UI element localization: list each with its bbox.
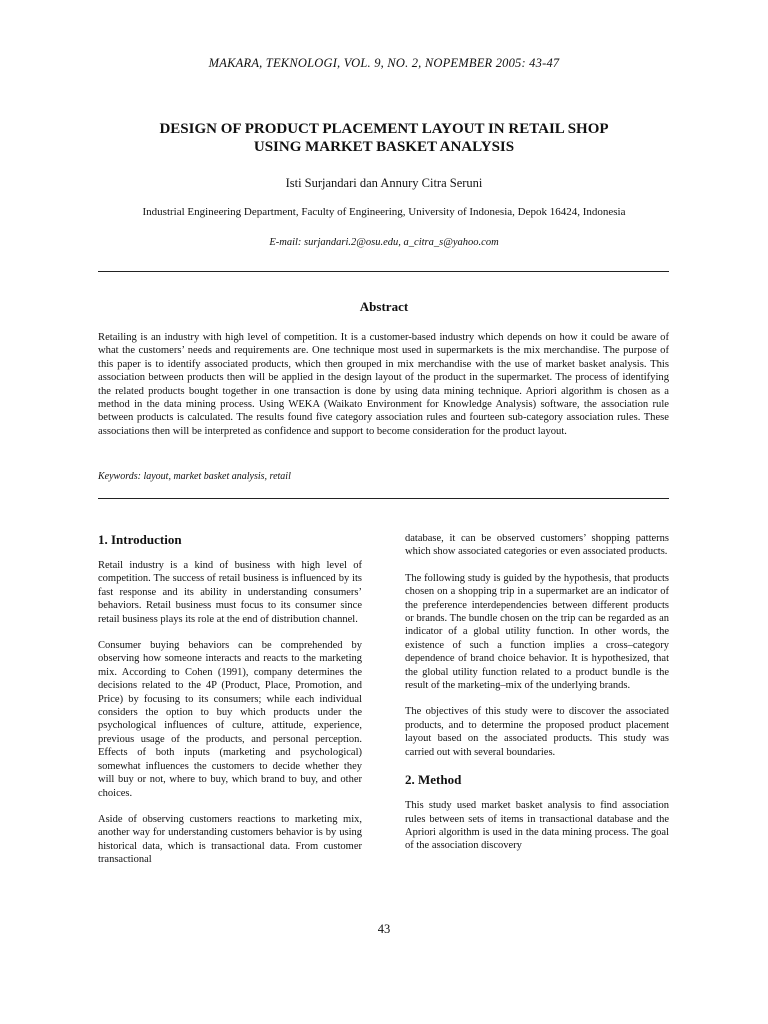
divider-bottom bbox=[98, 498, 669, 499]
authors: Isti Surjandari dan Annury Citra Seruni bbox=[285, 176, 483, 190]
journal-header: MAKARA, TEKNOLOGI, VOL. 9, NO. 2, NOPEMBER 2005: 43-47 bbox=[208, 56, 560, 70]
paragraph: Retail industry is a kind of business with high level of competition. The success of retail business is influenced by its fast response and its ability in understanding consumers’ behaviors. Retail business must focus to its consumer since retail business plays its role at the end of distribution channel. bbox=[98, 560, 362, 625]
paragraph: The following study is guided by the hypothesis, that products chosen on a shopping trip in a supermarket are an indicator of the preference interdependencies between different products or brands. The bundle chosen on the trip can be regarded as an indicator of a global utility function. In other words, the existence of such a function implies a cross–category dependence of brand choice behavior. It is hypothesized, that the global utility function related to a product bundle is the result of the marketing–mix of the underlying brands. bbox=[405, 572, 669, 692]
paper-title bbox=[60, 120, 708, 156]
abstract-heading: Abstract bbox=[359, 299, 409, 314]
right-column bbox=[405, 532, 669, 866]
section-heading-introduction: 1. Introduction bbox=[98, 532, 182, 547]
paragraph: The objectives of this study were to discover the associated products, and to determine the proposed product placement layout based on the associated products. This study was carried out with several boundaries. bbox=[405, 706, 669, 758]
abstract-text: Retailing is an industry with high level of competition. It is a customer-based industry which depends on how it could be aware of what the customers’ needs and requirements are. One technique most used in supermarkets is the mix merchandise. The purpose of this paper is to identify associated products, which then grouped in mix merchandise with the use of market basket analysis. This association between products then will be applied in the design layout of the product in the supermarket. The process of identifying the related products bought together in one transaction is done by using data mining technique. Apriori algorithm is chosen as a method in the data mining process. Using WEKA (Waikato Environment for Knowledge Analysis) software, the association rule between products is calculated. The results found five category association rules and fourteen sub-category association rules. These associations then will be interpreted as confidence and support to become consideration for the product layout. bbox=[98, 332, 669, 437]
divider-top bbox=[98, 271, 669, 272]
keywords: Keywords: layout, market basket analysis, retail bbox=[98, 471, 291, 482]
section-heading-method: 2. Method bbox=[405, 772, 462, 788]
title-line-1: DESIGN OF PRODUCT PLACEMENT LAYOUT IN RETAIL SHOP bbox=[159, 121, 609, 137]
paragraph: This study used market basket analysis to find association rules between sets of items in transactional database and the Apriori algorithm is used in the data mining process. The goal of the association discovery bbox=[405, 800, 669, 852]
title-line-2: USING MARKET BASKET ANALYSIS bbox=[253, 139, 515, 155]
paragraph: Aside of observing customers reactions to marketing mix, another way for understanding customers behavior is by using historical data, which is transactional data. From customer transactional bbox=[98, 813, 362, 866]
page-number: 43 bbox=[377, 922, 391, 936]
paragraph: Consumer buying behaviors can be comprehended by observing how someone interacts and reacts to the marketing mix. According to Cohen (1991), company determines the decisions related to the 4P (Product, Place, Promotion, and Price) by focusing to its consumers; while each individual considers the option to buy which products under the psychological influences of culture, attitude, experience, previous usage of the products, and personal perception. Effects of both inputs (marketing and psychological) somewhat influences the customers to decide whether they will buy or not, where to buy, which brand to buy, and other choices. bbox=[98, 640, 362, 799]
left-column bbox=[98, 532, 362, 880]
affiliation: Industrial Engineering Department, Faculty of Engineering, University of Indonesia, Depok 16424, Indonesia bbox=[142, 206, 626, 218]
email: E-mail: surjandari.2@osu.edu, a_citra_s@yahoo.com bbox=[269, 237, 499, 248]
paragraph: database, it can be observed customers’ shopping patterns which show associated categories or even associated products. bbox=[405, 533, 669, 558]
